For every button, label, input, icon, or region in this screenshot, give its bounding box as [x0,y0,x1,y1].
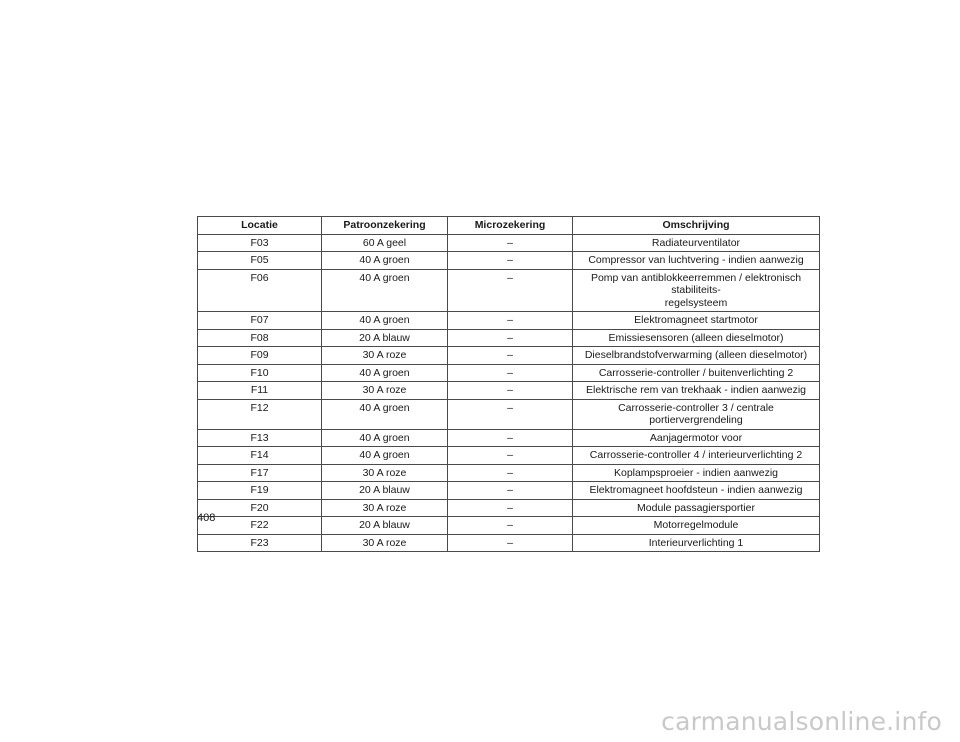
table-row [198,329,820,347]
cell-microzekering: – [448,482,573,500]
page-number: 408 [197,512,216,524]
cell-microzekering: – [448,499,573,517]
cell-omschrijving: Compressor van luchtvering - indien aanwezig [573,252,820,270]
watermark-text: carmanualsonline.info [661,707,942,736]
cell-locatie: F03 [198,234,322,252]
cell-omschrijving: Aanjagermotor voor [573,429,820,447]
table-row [198,429,820,447]
header-omschrijving: Omschrijving [573,217,820,235]
fuse-table [197,216,820,552]
cell-patroonzekering: 40 A groen [322,364,448,382]
cell-microzekering: – [448,447,573,465]
table-row [198,364,820,382]
cell-patroonzekering: 40 A groen [322,429,448,447]
cell-patroonzekering: 30 A roze [322,347,448,365]
cell-omschrijving: Elektrische rem van trekhaak - indien aanwezig [573,382,820,400]
cell-locatie: F19 [198,482,322,500]
cell-patroonzekering: 40 A groen [322,399,448,429]
table-row [198,482,820,500]
cell-locatie: F05 [198,252,322,270]
cell-microzekering: – [448,269,573,312]
cell-locatie: F17 [198,464,322,482]
cell-locatie: F09 [198,347,322,365]
cell-patroonzekering: 30 A roze [322,534,448,552]
cell-patroonzekering: 40 A groen [322,269,448,312]
cell-omschrijving: Elektromagneet startmotor [573,312,820,330]
cell-patroonzekering: 30 A roze [322,499,448,517]
table-row [198,347,820,365]
cell-omschrijving: Elektromagneet hoofdsteun - indien aanwezig [573,482,820,500]
cell-patroonzekering: 20 A blauw [322,329,448,347]
cell-locatie: F06 [198,269,322,312]
cell-omschrijving: Koplampsproeier - indien aanwezig [573,464,820,482]
cell-patroonzekering: 30 A roze [322,464,448,482]
table-row [198,447,820,465]
cell-patroonzekering: 30 A roze [322,382,448,400]
cell-locatie: F14 [198,447,322,465]
cell-locatie: F10 [198,364,322,382]
table-row [198,269,820,312]
cell-omschrijving: Module passagiersportier [573,499,820,517]
cell-microzekering: – [448,399,573,429]
cell-patroonzekering: 40 A groen [322,447,448,465]
table-row [198,464,820,482]
table-row [198,252,820,270]
table-row [198,399,820,429]
cell-locatie: F08 [198,329,322,347]
cell-locatie: F13 [198,429,322,447]
header-row [198,217,820,235]
cell-microzekering: – [448,382,573,400]
table-row [198,534,820,552]
cell-microzekering: – [448,364,573,382]
cell-omschrijving: Carrosserie-controller 3 / centrale portiervergrendeling [573,399,820,429]
cell-omschrijving: Radiateurventilator [573,234,820,252]
cell-locatie: F23 [198,534,322,552]
table-row [198,517,820,535]
cell-locatie: F22 [198,517,322,535]
cell-microzekering: – [448,312,573,330]
cell-microzekering: – [448,464,573,482]
cell-patroonzekering: 20 A blauw [322,517,448,535]
table-row [198,382,820,400]
table-header [198,217,820,235]
header-locatie: Locatie [198,217,322,235]
table-row [198,312,820,330]
cell-omschrijving: Dieselbrandstofverwarming (alleen dieselmotor) [573,347,820,365]
cell-patroonzekering: 60 A geel [322,234,448,252]
cell-patroonzekering: 20 A blauw [322,482,448,500]
cell-patroonzekering: 40 A groen [322,312,448,330]
cell-omschrijving: Pomp van antiblokkeerremmen / elektronisch stabiliteits- regelsysteem [573,269,820,312]
cell-microzekering: – [448,252,573,270]
cell-locatie: F11 [198,382,322,400]
cell-omschrijving: Carrosserie-controller / buitenverlichting 2 [573,364,820,382]
cell-patroonzekering: 40 A groen [322,252,448,270]
cell-locatie: F12 [198,399,322,429]
cell-microzekering: – [448,234,573,252]
table-row [198,499,820,517]
cell-locatie: F07 [198,312,322,330]
table-body [198,234,820,552]
header-microzekering: Microzekering [448,217,573,235]
cell-microzekering: – [448,329,573,347]
cell-locatie: F20 [198,499,322,517]
cell-microzekering: – [448,517,573,535]
cell-omschrijving: Carrosserie-controller 4 / interieurverlichting 2 [573,447,820,465]
table-row [198,234,820,252]
header-patroonzekering: Patroonzekering [322,217,448,235]
cell-omschrijving: Interieurverlichting 1 [573,534,820,552]
cell-microzekering: – [448,534,573,552]
cell-omschrijving: Emissiesensoren (alleen dieselmotor) [573,329,820,347]
cell-microzekering: – [448,429,573,447]
cell-microzekering: – [448,347,573,365]
cell-omschrijving: Motorregelmodule [573,517,820,535]
